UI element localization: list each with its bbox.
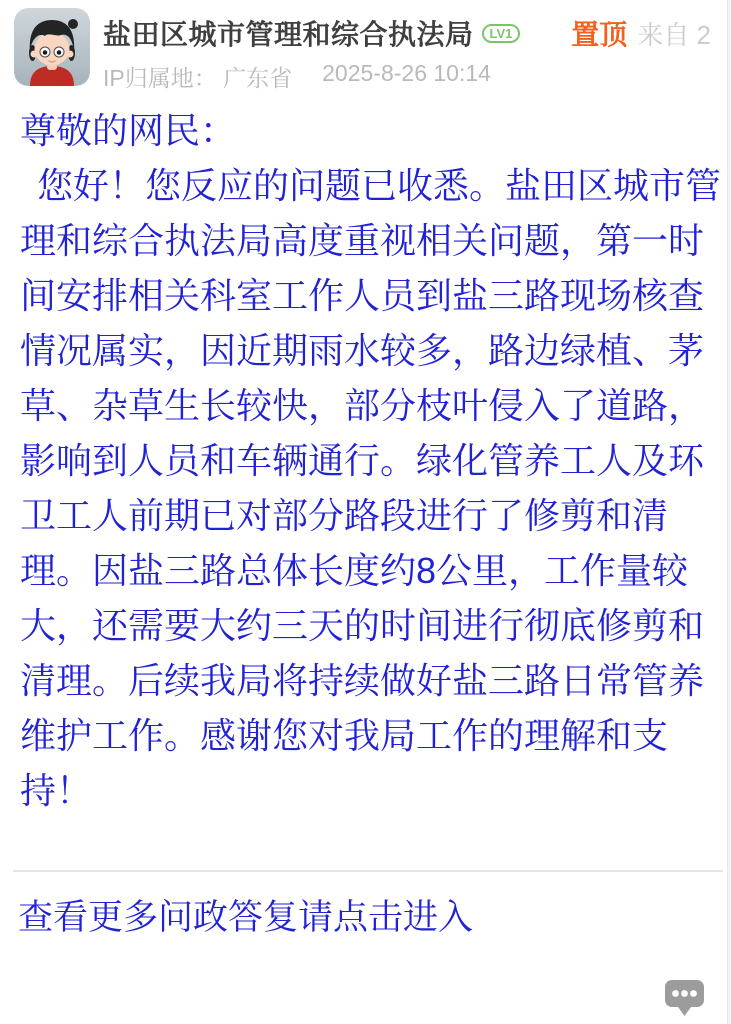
body-line: 您好！您反应的问题已收悉。盐田区城市管: [37, 165, 722, 206]
avatar-person-icon: [14, 73, 90, 86]
timestamp: 2025-8-26 10:14: [322, 60, 491, 86]
more-replies-link[interactable]: 查看更多问政答复请点击进入: [18, 898, 474, 937]
pinned-badge: 置顶: [571, 19, 628, 50]
reply-body: [20, 103, 722, 818]
divider: [13, 870, 723, 872]
comment-bubble-icon[interactable]: [664, 979, 706, 1017]
body-line: 草、杂草生长较快，部分枝叶侵入了道路，: [20, 385, 705, 426]
body-line: 大，还需要大约三天的时间进行彻底修剪和: [20, 605, 705, 646]
body-line: 影响到人员和车辆通行。绿化管养工人及环: [20, 440, 705, 481]
avatar[interactable]: [14, 8, 90, 86]
meta-row: [103, 60, 711, 93]
name-row: [103, 13, 711, 53]
body-line: 情况属实，因近期雨水较多，路边绿植、茅: [20, 330, 705, 371]
author-name[interactable]: 盐田区城市管理和综合执法局: [103, 19, 474, 50]
body-line: 卫工人前期已对部分路段进行了修剪和清: [20, 495, 669, 536]
body-line: 清理。后续我局将持续做好盐三路日常管养: [20, 660, 705, 701]
body-line: 维护工作。感谢您对我局工作的理解和支: [20, 715, 669, 756]
post-header: [0, 0, 731, 93]
page-right-edge: [727, 0, 731, 1024]
ip-location: IP归属地： 广东省: [103, 65, 293, 91]
header-text-block: [103, 8, 711, 93]
body-line: 间安排相关科室工作人员到盐三路现场核查: [20, 275, 705, 316]
body-line: 理。因盐三路总体长度约8公里，工作量较: [20, 550, 689, 591]
body-line: 理和综合执法局高度重视相关问题，第一时: [20, 220, 705, 261]
body-line: 尊敬的网民：: [20, 110, 237, 151]
body-line: 持！: [20, 770, 93, 811]
floor-indicator: 来自 2: [637, 19, 711, 50]
level-badge: LV1: [482, 24, 521, 43]
